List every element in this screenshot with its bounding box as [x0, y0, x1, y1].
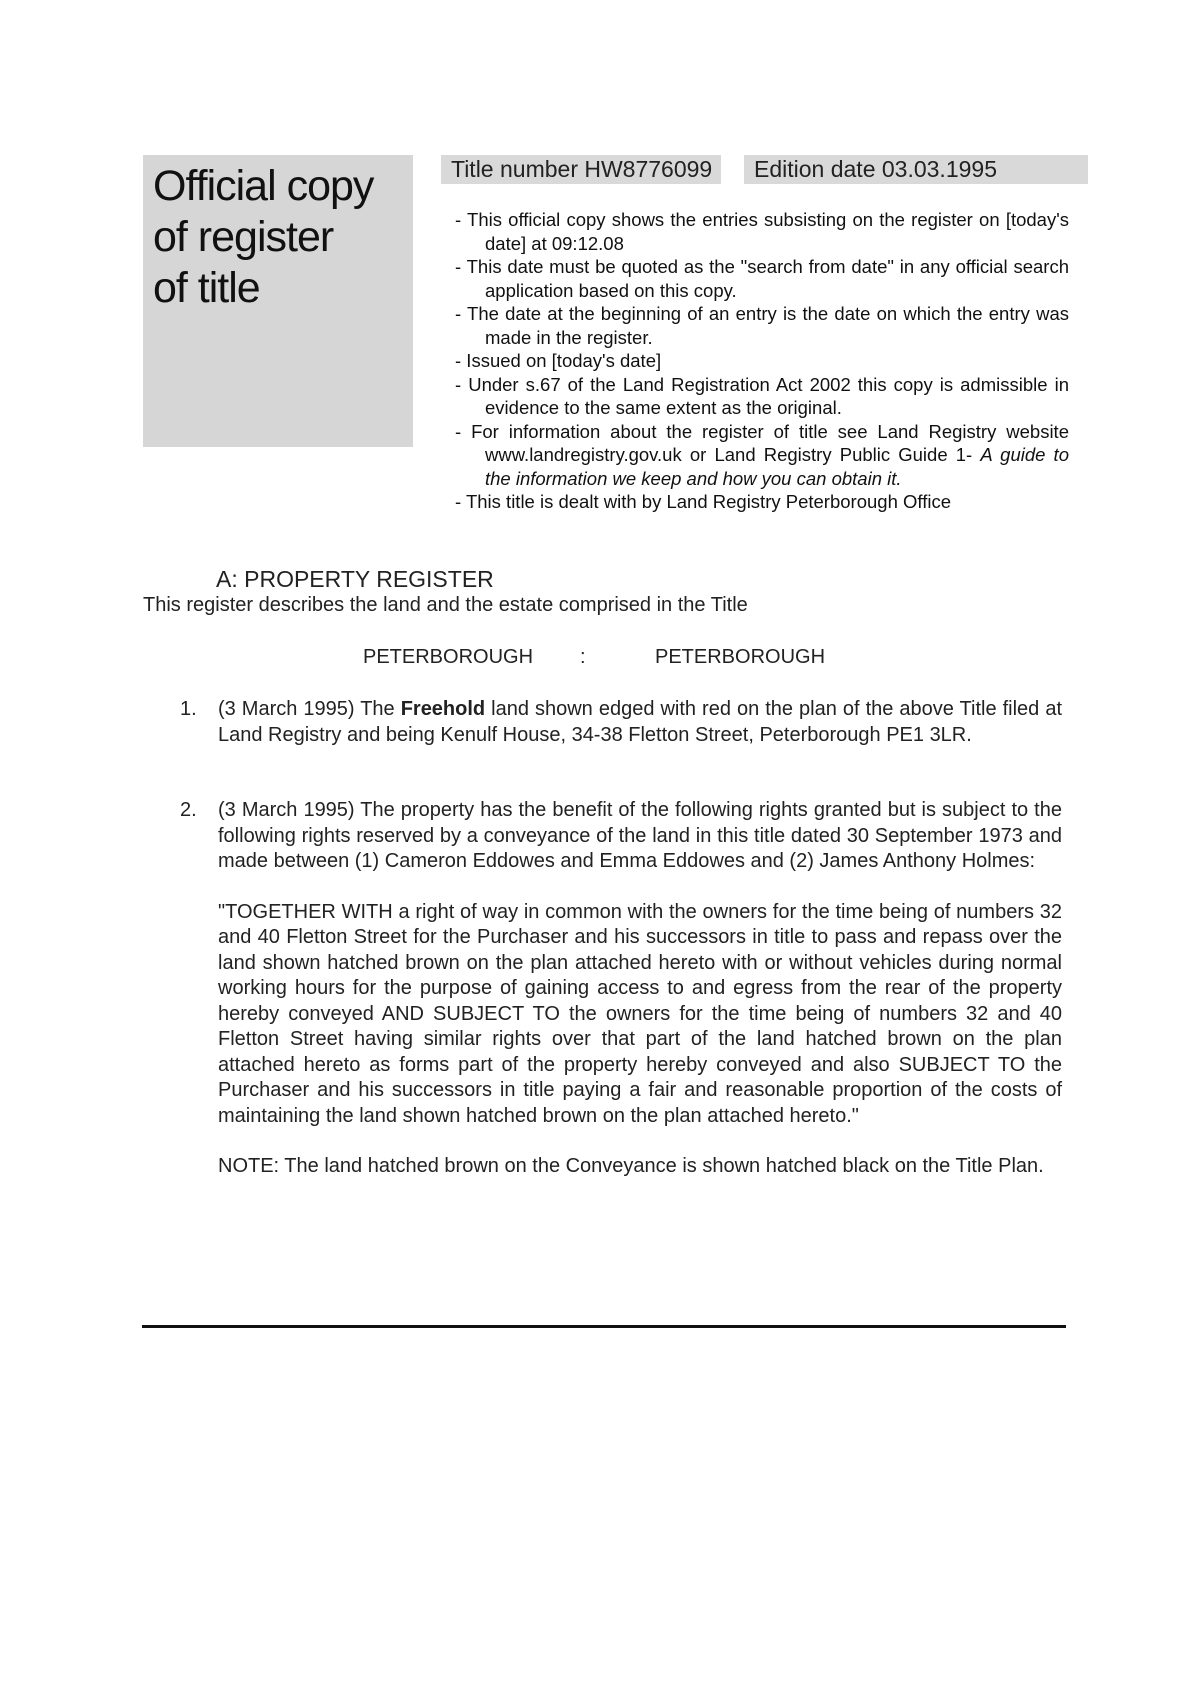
estate-type: Freehold — [400, 698, 486, 720]
entry-paragraph — [218, 697, 1062, 748]
note-info-guide-title: A guide to the information we keep and how you can obtain it. — [485, 444, 1069, 489]
note-item-info — [455, 420, 1069, 491]
register-heading-line-3: of title — [153, 264, 260, 312]
register-entry-1 — [180, 697, 1062, 773]
register-title-panel — [143, 155, 413, 447]
official-copy-notes — [455, 208, 1069, 514]
location-left: PETERBOROUGH — [363, 646, 534, 668]
entry-number: 2. — [180, 799, 197, 821]
note-item: - The date at the beginning of an entry is the date on which the entry was made in the register. — [455, 303, 1069, 348]
title-number-bar — [441, 155, 721, 184]
title-number: Title number HW8776099 — [451, 156, 713, 182]
entry-note: NOTE: The land hatched brown on the Conveyance is shown hatched black on the Title Plan. — [218, 1155, 1044, 1177]
register-entry-2 — [180, 798, 1062, 1205]
note-info-text: - For information about the register of title see Land Registry website www.landregistry.gov.uk or Land Registry Public Guide 1- — [455, 420, 1069, 465]
entry-suffix: land shown edged with red on the plan of the above Title filed at Land Registry and being Kenulf House, 34-38 Fletton Street, Peterborough PE1 3LR. — [218, 698, 1062, 746]
entry-body — [218, 798, 1062, 1180]
note-item: - Issued on [today's date] — [455, 350, 662, 371]
edition-date-bar — [744, 155, 1088, 184]
entry-quote: "TOGETHER WITH a right of way in common with the owners for the time being of numbers 32 and 40 Fletton Street for the Purchaser and his successors in title to pass and repass over the land shown hatched brown on the plan attached hereto with or without vehicles during normal working hours for the purpose of gaining access to and egress from the rear of the property hereby conveyed AND SUBJECT TO the owners for the time being of numbers 32 and 40 Fletton Street having similar rights over that part of the land hatched brown on the plan attached hereto as forms part of the property hereby conveyed and also SUBJECT TO the Purchaser and his successors in title paying a fair and reasonable proportion of the costs of maintaining the land shown hatched brown on the plan attached hereto." — [218, 900, 1062, 1127]
section-subheading: This register describes the land and the estate comprised in the Title — [143, 594, 748, 616]
entry-number: 1. — [180, 698, 197, 720]
note-item: - Under s.67 of the Land Registration Act 2002 this copy is admissible in evidence to the same extent as the original. — [455, 373, 1069, 418]
entry-body — [218, 697, 1062, 748]
section-heading: A: PROPERTY REGISTER — [216, 566, 494, 592]
section-divider — [142, 1325, 1066, 1328]
entry-paragraph: (3 March 1995) The property has the benefit of the following rights granted but is subject to the following rights reserved by a conveyance of the land in this title dated 30 September 1973 and made between (1) Cameron Eddowes and Emma Eddowes and (2) James Anthony Holmes: — [218, 799, 1062, 872]
register-heading-line-2: of register — [153, 213, 334, 261]
note-item: - This official copy shows the entries subsisting on the register on [today's date] at 09:12.08 — [455, 209, 1069, 254]
edition-date: Edition date 03.03.1995 — [754, 156, 997, 182]
entry-prefix: (3 March 1995) The — [218, 698, 401, 720]
note-item: - This date must be quoted as the "search from date" in any official search application based on this copy. — [455, 256, 1069, 301]
register-heading-line-1: Official copy — [153, 162, 374, 210]
location-right: PETERBOROUGH — [655, 646, 826, 668]
location-separator: : — [580, 646, 586, 668]
note-item: - This title is dealt with by Land Registry Peterborough Office — [455, 491, 951, 512]
